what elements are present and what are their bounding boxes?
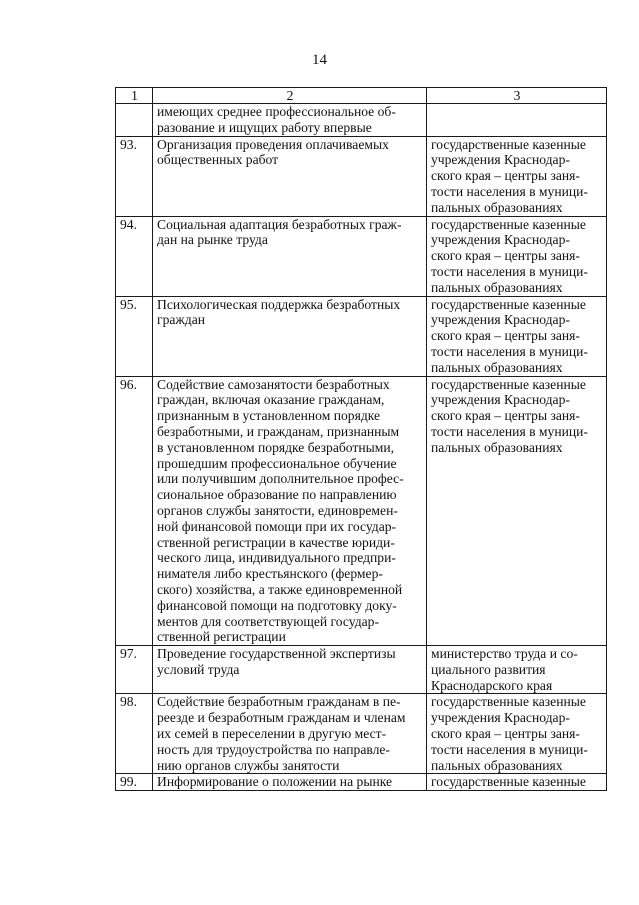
responsible-agency-cell [427, 216, 607, 296]
service-description-cell [153, 376, 427, 646]
row-number-cell [116, 104, 153, 137]
service-description-text: Информирование о положении на рынке [157, 774, 393, 790]
table-row [116, 694, 607, 774]
service-description-text: Психологическая поддержка безработных граждан [157, 296, 401, 328]
responsible-agency-cell [427, 104, 607, 137]
responsible-agency-text: государственные казенные [431, 774, 586, 790]
row-number-cell [116, 296, 153, 376]
table-body [116, 88, 607, 791]
service-description-text: Содействие самозанятости безработных граждан, включая оказание гражданам, признанным в установленном порядке безработными, и гражданам, признанным в установленном порядке безработными, прошедшим профессиональное обучение или получившим дополнительное профес- сиональное образование по направлению органов службы занятости, единовремен- ной финансовой помощи при их государ- ственной регистрации в качестве юриди- ческого лица, индивидуального предпри- нимателя либо крестьянского (фермер- ского) хозяйства, а также единовременной финансовой помощи на подготовку доку- ментов для соответствующей государ- ственной регистрации [157, 376, 404, 645]
responsible-agency-cell [427, 376, 607, 646]
row-number-text: 99. [120, 774, 137, 790]
service-description-cell [153, 296, 427, 376]
service-description-cell [153, 136, 427, 216]
table-row [116, 104, 607, 137]
responsible-agency-text: государственные казенные учреждения Краснодар- ского края – центры заня- тости населения в муници- пальных образованиях [431, 136, 588, 215]
row-number-cell [116, 136, 153, 216]
column-header-service: 2 [153, 88, 427, 104]
services-table [115, 87, 607, 791]
row-number-cell [116, 774, 153, 791]
table-header-row [116, 88, 607, 104]
service-description-cell [153, 694, 427, 774]
table-row [116, 646, 607, 694]
row-number-text: 94. [120, 216, 137, 232]
service-description-cell [153, 646, 427, 694]
responsible-agency-cell [427, 296, 607, 376]
column-header-agency: 3 [427, 88, 607, 104]
service-description-text: Социальная адаптация безработных граж- дан на рынке труда [157, 216, 402, 248]
responsible-agency-cell [427, 136, 607, 216]
service-description-text: Проведение государственной экспертизы условий труда [157, 646, 396, 677]
row-number-text: 95. [120, 296, 137, 312]
responsible-agency-cell [427, 646, 607, 694]
row-number-cell [116, 376, 153, 646]
table-row [116, 136, 607, 216]
service-description-cell [153, 104, 427, 137]
row-number-text: 93. [120, 136, 137, 152]
table-row [116, 296, 607, 376]
responsible-agency-text: государственные казенные учреждения Краснодар- ского края – центры заня- тости населения в муници- пальных образованиях [431, 296, 588, 375]
row-number-text: 98. [120, 694, 137, 710]
service-description-text: Содействие безработным гражданам в пе- реезде и безработным гражданам и членам их семей в переселении в другую мест- ность для трудоустройства по направле- нию органов службы занятости [157, 694, 406, 773]
responsible-agency-cell [427, 774, 607, 791]
responsible-agency-text: государственные казенные учреждения Краснодар- ского края – центры заня- тости населения в муници- пальных образованиях [431, 216, 588, 295]
row-number-cell [116, 694, 153, 774]
table-row [116, 774, 607, 791]
row-number-cell [116, 646, 153, 694]
responsible-agency-text: государственные казенные учреждения Краснодар- ского края – центры заня- тости населения в муници- пальных образованиях [431, 376, 588, 455]
service-description-text: имеющих среднее профессиональное об- разование и ищущих работу впервые [157, 104, 396, 135]
responsible-agency-cell [427, 694, 607, 774]
responsible-agency-text: государственные казенные учреждения Краснодар- ского края – центры заня- тости населения в муници- пальных образованиях [431, 694, 588, 773]
row-number-text: 96. [120, 376, 137, 392]
table-row [116, 376, 607, 646]
responsible-agency-text: министерство труда и со- циального развития Краснодарского края [431, 646, 578, 693]
service-description-text: Организация проведения оплачиваемых общественных работ [157, 136, 389, 168]
service-description-cell [153, 774, 427, 791]
row-number-text: 97. [120, 646, 137, 662]
page-number: 14 [312, 52, 327, 68]
column-header-number: 1 [116, 88, 153, 104]
table-row [116, 216, 607, 296]
row-number-cell [116, 216, 153, 296]
service-description-cell [153, 216, 427, 296]
